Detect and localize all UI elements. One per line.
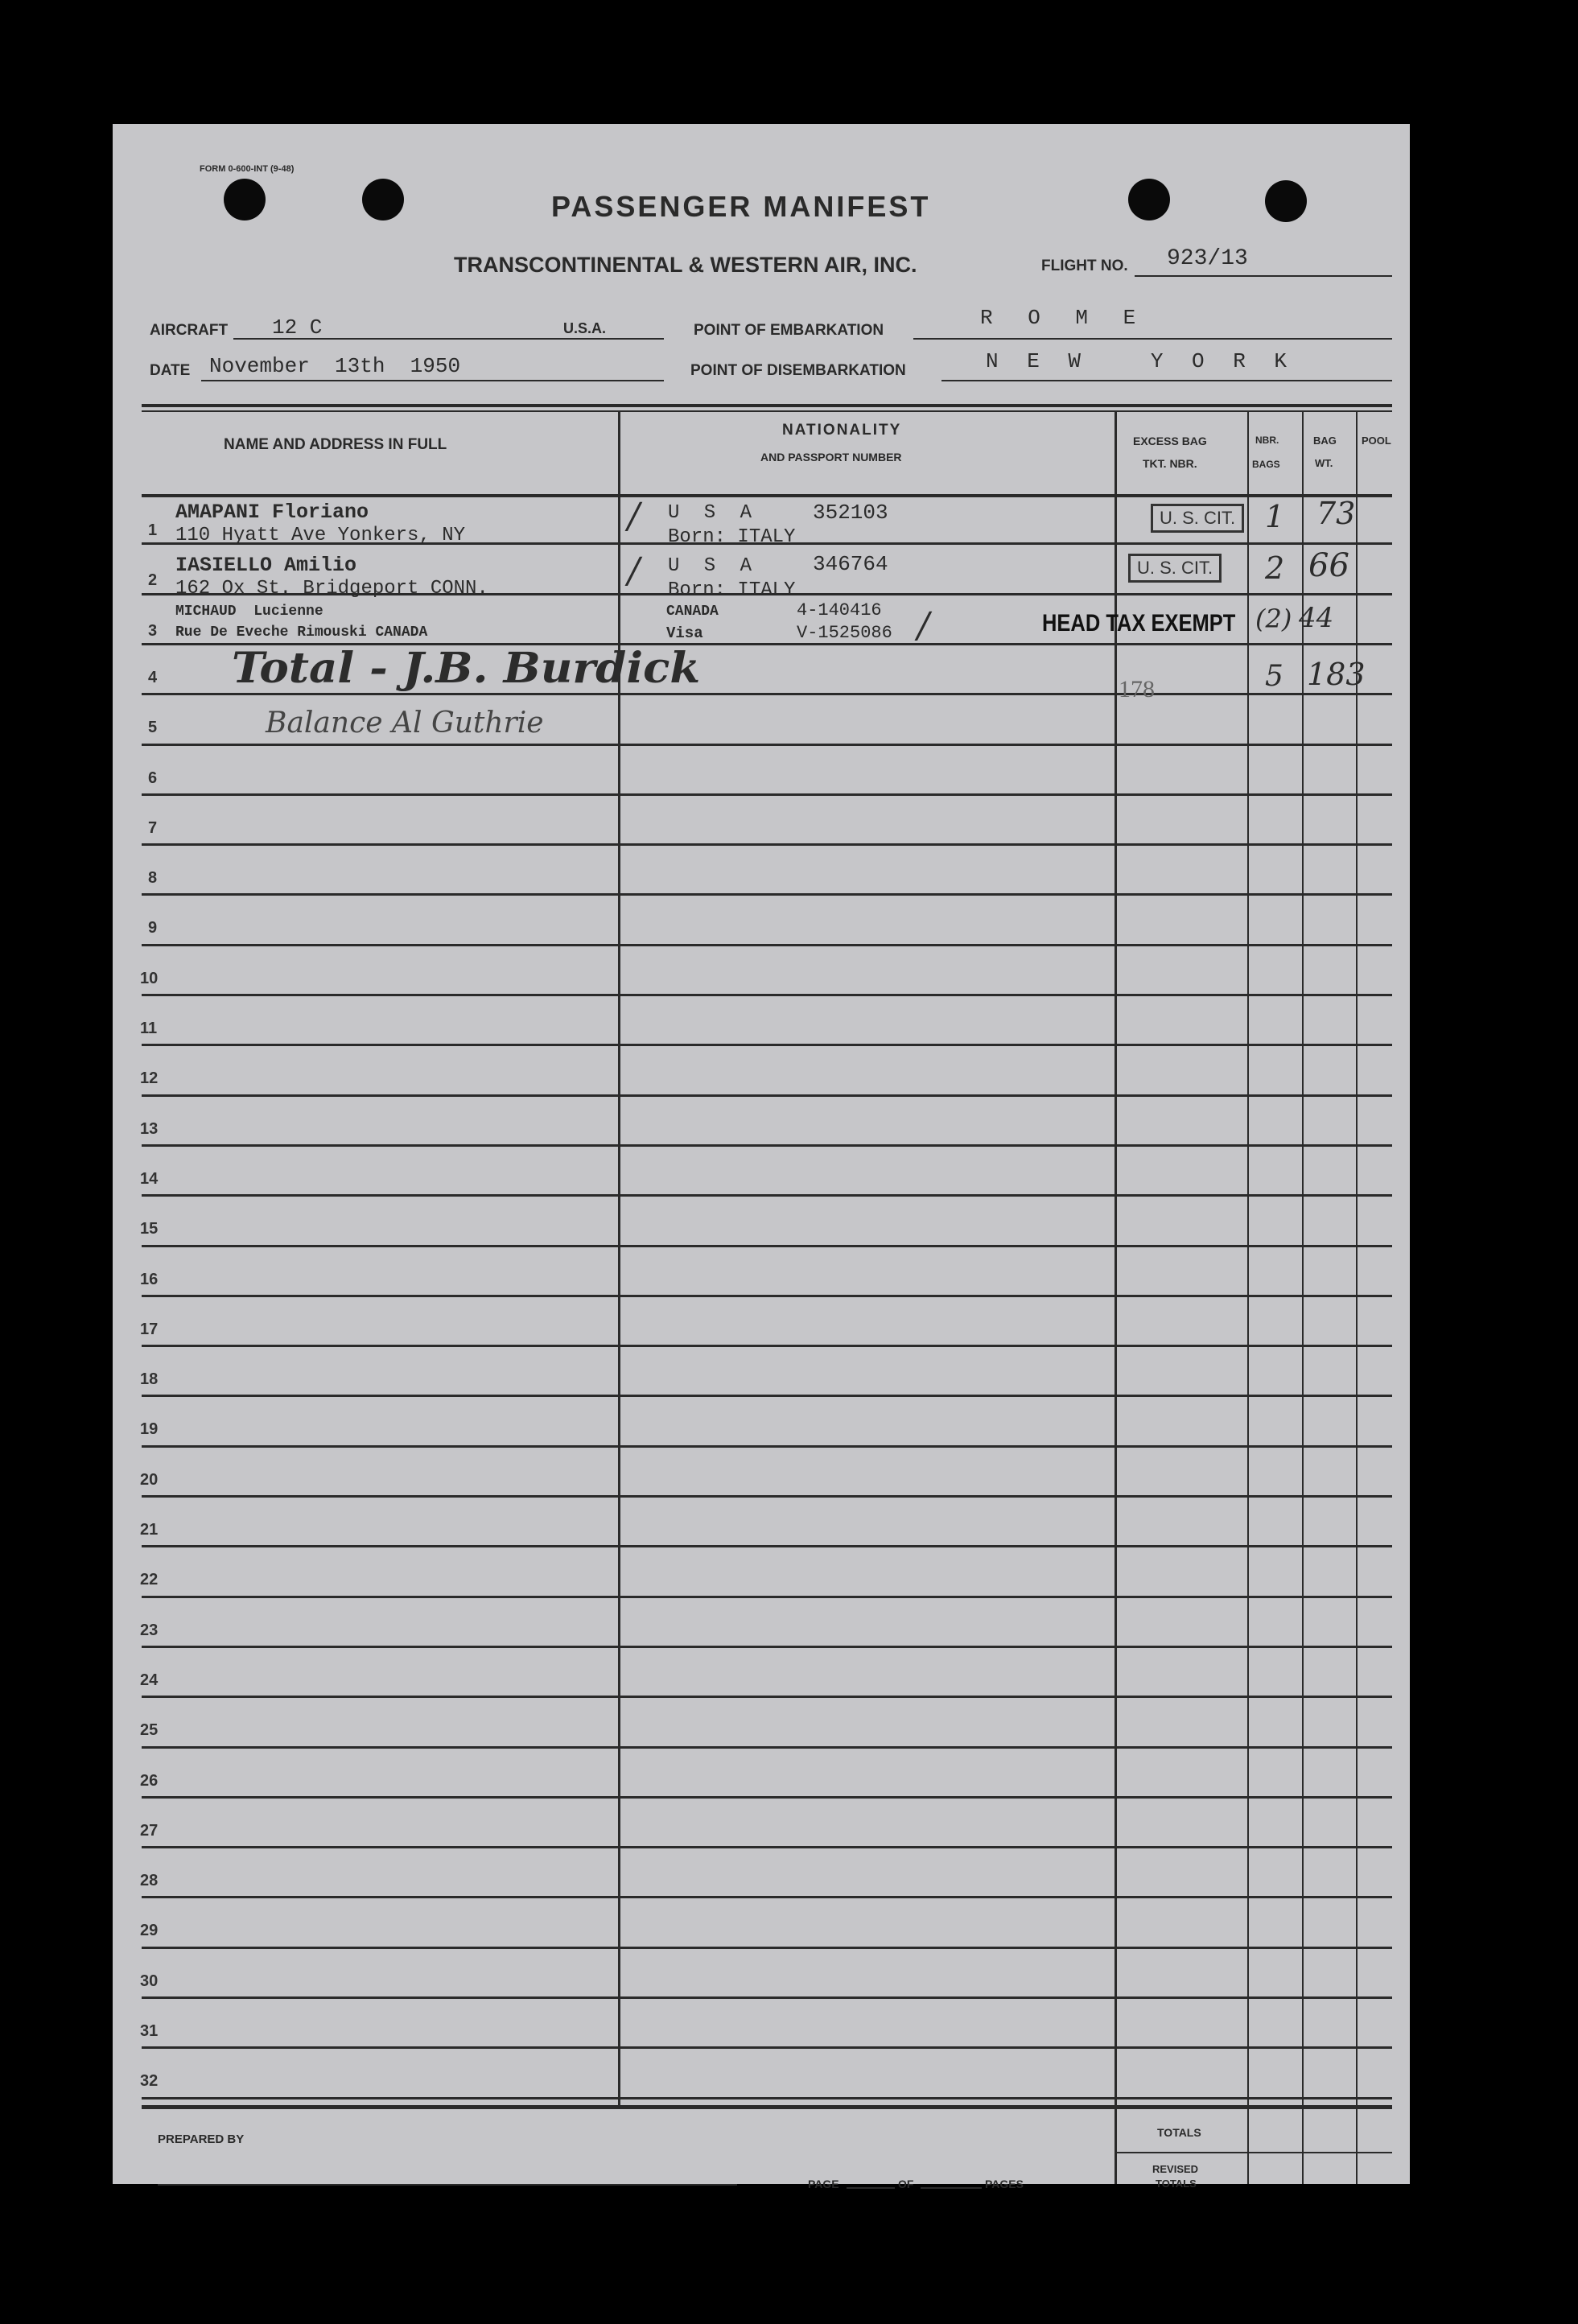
passenger-3-visa-number: V-1525086	[797, 623, 892, 643]
passenger-2-passport: 346764	[813, 552, 888, 576]
punch-hole	[362, 179, 404, 220]
excess-total: 178	[1119, 676, 1155, 703]
row-divider	[142, 1144, 1392, 1147]
passenger-1-citizen-stamp: U. S. CIT.	[1151, 504, 1244, 533]
col-nbr-header-2: BAGS	[1252, 459, 1280, 470]
row-number: 9	[148, 919, 158, 937]
passenger-3-address: Rue De Eveche Rimouski CANADA	[175, 624, 428, 641]
col-name-header: NAME AND ADDRESS IN FULL	[224, 436, 447, 453]
row-number: 32	[140, 2072, 159, 2091]
row-divider	[142, 1846, 1392, 1848]
row-divider	[142, 1796, 1392, 1799]
row-number: 7	[148, 818, 158, 837]
col-excess-header-2: TKT. NBR.	[1143, 457, 1197, 470]
disembark-value: N E W Y O R K	[986, 349, 1296, 373]
row-divider	[142, 893, 1392, 896]
passenger-2-weight: 66	[1308, 547, 1349, 584]
row-divider	[142, 1395, 1392, 1397]
revised-label: REVISED	[1152, 2163, 1199, 2175]
punch-hole	[1128, 179, 1170, 220]
row-divider	[142, 994, 1392, 996]
pages-label: PAGES	[985, 2178, 1024, 2190]
date-value: November 13th 1950	[209, 354, 461, 378]
row-number: 5	[148, 719, 158, 737]
row-number: 10	[140, 969, 159, 987]
passenger-1-name: AMAPANI Floriano	[175, 501, 369, 524]
passenger-2-bags: 2	[1265, 550, 1285, 586]
row-number: 4	[148, 668, 158, 686]
passenger-2-nationality: U S A	[668, 555, 759, 577]
passenger-1-weight: 73	[1316, 496, 1356, 531]
embark-value: R O M E	[980, 306, 1147, 330]
totals-label: TOTALS	[1157, 2126, 1201, 2139]
embark-label: POINT OF EMBARKATION	[694, 322, 884, 339]
row-number: 21	[140, 1521, 159, 1539]
row-number: 6	[148, 768, 158, 787]
col-passport-header: AND PASSPORT NUMBER	[760, 451, 902, 464]
total-signature: Total - J.B. Burdick	[232, 644, 701, 693]
disembark-label: POINT OF DISEMBARKATION	[690, 362, 906, 379]
col-excess-header: EXCESS BAG	[1133, 435, 1207, 447]
row-divider	[142, 1495, 1392, 1498]
row-number: 19	[140, 1420, 159, 1439]
passenger-2-address: 162 Ox St. Bridgeport CONN.	[175, 578, 488, 600]
row-number: 31	[140, 2022, 159, 2040]
row-number: 28	[140, 1872, 159, 1890]
row-number: 29	[140, 1922, 159, 1940]
check-mark: /	[917, 605, 929, 646]
check-mark: /	[628, 496, 640, 537]
usa-label: U.S.A.	[563, 320, 607, 336]
row-divider	[142, 1044, 1392, 1046]
check-mark: /	[628, 550, 640, 591]
row-divider	[142, 843, 1392, 846]
row-divider	[142, 1996, 1392, 1999]
date-label: DATE	[150, 362, 191, 379]
passenger-3-weight: 44	[1299, 602, 1334, 634]
passenger-1-passport: 352103	[813, 501, 888, 525]
row-divider	[142, 944, 1392, 946]
revised-totals-label: TOTALS	[1156, 2178, 1197, 2190]
row-number: 14	[140, 1169, 159, 1188]
prepared-by-label: PREPARED BY	[158, 2132, 245, 2146]
flight-number: 923/13	[1167, 246, 1248, 271]
col-nationality-header: NATIONALITY	[782, 422, 902, 439]
row-divider	[142, 1596, 1392, 1598]
passenger-1-address: 110 Hyatt Ave Yonkers, NY	[175, 525, 466, 546]
row-divider	[142, 744, 1392, 746]
row-divider	[142, 1746, 1392, 1749]
aircraft-value: 12 C	[272, 315, 323, 340]
bags-total: 5	[1265, 660, 1283, 693]
balance-note: Balance Al Guthrie	[266, 707, 544, 740]
form-number: FORM 0-600-INT (9-48)	[200, 164, 295, 174]
manifest-sheet	[113, 124, 1410, 2190]
passenger-1-nationality: U S A	[668, 502, 759, 524]
row-divider	[142, 1646, 1392, 1648]
row-divider	[142, 793, 1392, 796]
row-number: 16	[140, 1270, 159, 1288]
row-divider	[142, 693, 1392, 695]
passenger-1-bags: 1	[1265, 499, 1285, 534]
row-divider	[142, 1947, 1392, 1949]
row-number: 15	[140, 1220, 159, 1238]
row-number: 18	[140, 1370, 159, 1389]
col-wt-header: WT.	[1315, 457, 1333, 469]
row-divider	[142, 1696, 1392, 1698]
passenger-2-birth: Born: ITALY	[668, 579, 796, 601]
passenger-3-bags: (2)	[1255, 604, 1292, 634]
of-label: OF	[898, 2178, 914, 2190]
row-number: 2	[148, 571, 158, 590]
row-number: 12	[140, 1069, 159, 1088]
row-divider	[142, 1445, 1392, 1448]
row-divider	[142, 1345, 1392, 1347]
row-divider	[142, 2046, 1392, 2049]
row-divider	[142, 1545, 1392, 1547]
row-divider	[142, 1194, 1392, 1197]
passenger-3-passport: 4-140416	[797, 600, 882, 620]
row-number: 24	[140, 1671, 159, 1689]
passenger-3-nationality: CANADA	[666, 604, 719, 620]
row-number: 30	[140, 1972, 159, 1990]
row-number: 13	[140, 1119, 159, 1138]
punch-hole	[1265, 180, 1307, 222]
col-nbr-header: NBR.	[1255, 435, 1279, 446]
col-pool-header: POOL	[1362, 435, 1391, 447]
passenger-2-citizen-stamp: U. S. CIT.	[1128, 554, 1222, 583]
passenger-3-head-tax-stamp: HEAD TAX EXEMPT	[1042, 610, 1236, 637]
passenger-3-name: MICHAUD Lucienne	[175, 604, 323, 620]
row-divider	[142, 1295, 1392, 1297]
row-number: 3	[148, 621, 158, 640]
passenger-1-birth: Born: ITALY	[668, 526, 796, 548]
row-divider	[142, 2097, 1392, 2099]
row-number: 8	[148, 869, 158, 888]
row-number: 1	[148, 521, 158, 539]
aircraft-label: AIRCRAFT	[150, 322, 229, 339]
row-number: 20	[140, 1470, 159, 1489]
row-divider	[142, 1245, 1392, 1247]
row-divider	[142, 1896, 1392, 1898]
passenger-2-name: IASIELLO Amilio	[175, 554, 357, 577]
weight-total: 183	[1307, 657, 1366, 692]
row-number: 22	[140, 1571, 159, 1589]
punch-hole	[224, 179, 266, 220]
row-number: 11	[140, 1020, 158, 1037]
row-divider	[142, 1094, 1392, 1097]
col-bag-header: BAG	[1313, 435, 1337, 447]
row-number: 27	[140, 1821, 159, 1840]
flight-label: FLIGHT NO.	[1041, 258, 1128, 274]
row-number: 26	[140, 1771, 159, 1790]
row-number: 23	[140, 1621, 159, 1639]
company-name: TRANSCONTINENTAL & WESTERN AIR, INC.	[454, 253, 917, 277]
row-number: 17	[140, 1320, 159, 1338]
row-number: 25	[140, 1721, 159, 1740]
page-label: PAGE	[808, 2178, 839, 2190]
form-title: PASSENGER MANIFEST	[551, 190, 931, 223]
passenger-3-visa-label: Visa	[666, 624, 703, 642]
